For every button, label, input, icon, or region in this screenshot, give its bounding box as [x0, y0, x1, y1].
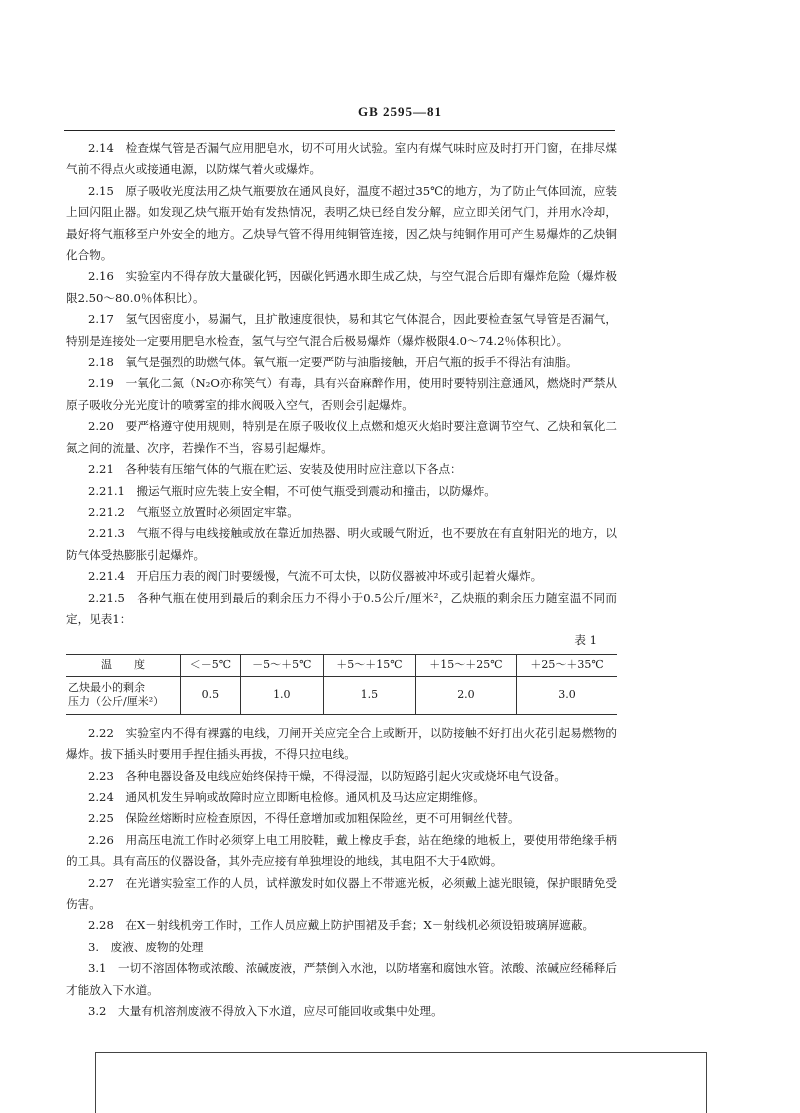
table-header-cell: －5～＋5℃ — [240, 654, 323, 676]
header-rule — [64, 130, 615, 131]
paragraph-2-25: 2.25 保险丝熔断时应检查原因，不得任意增加或加粗保险丝，更不可用铜丝代替。 — [88, 811, 520, 826]
page-header: GB 2595—81 — [357, 104, 443, 119]
row-label-line-2: 压力（公斤/厘米²） — [68, 695, 165, 709]
paragraph-2-20: 2.20 要严格遵守使用规则，特别是在原子吸收仪上点燃和熄灭火焰时要注意调节空气、乙炔和氧化二氮之间的流量、次序，若操作不当，容易引起爆炸。 — [66, 419, 617, 455]
table-row-label — [66, 676, 181, 714]
paragraph-2-21-4: 2.21.4 开启压力表的阀门时要缓慢，气流不可太快，以防仪器被冲坏或引起着火爆炸。 — [88, 569, 543, 584]
paragraph-2-21: 2.21 各种装有压缩气体的气瓶在贮运、安装及使用时应注意以下各点： — [88, 462, 462, 477]
table-header-row — [66, 654, 617, 676]
table-cell: 1.0 — [240, 676, 323, 714]
table-caption: 表 1 — [574, 633, 597, 648]
paragraph-2-21-1: 2.21.1 搬运气瓶时应先装上安全帽，不可使气瓶受到震动和撞击，以防爆炸。 — [88, 483, 496, 498]
paragraph-2-15: 2.15 原子吸收光度法用乙炔气瓶要放在通风良好，温度不超过35℃的地方，为了防止气体回流，应装上回闪阻止器。如发现乙炔气瓶开始有发热情况，表明乙炔已经自发分解，应立即关闭气门，并用水冷却，最好将气瓶移至户外安全的地方。乙炔导气管不得用纯铜管连接，因乙炔与纯铜作用可产生易爆炸的乙炔铜化合物。 — [66, 183, 617, 263]
table-header-cell: ＋5～＋15℃ — [323, 654, 415, 676]
paragraph-2-21-2: 2.21.2 气瓶竖立放置时必须固定牢靠。 — [88, 504, 299, 519]
document-body — [66, 138, 617, 1022]
table-row — [66, 676, 617, 714]
section-3-heading: 3. 废液、废物的处理 — [88, 939, 204, 954]
footer-frame — [95, 1052, 707, 1113]
table-cell: 0.5 — [181, 676, 241, 714]
table-header-cell: ＋15～＋25℃ — [415, 654, 516, 676]
table-header-cell: ＋25～＋35℃ — [517, 654, 618, 676]
table-cell: 3.0 — [517, 676, 618, 714]
paragraph-2-27: 2.27 在光谱实验室工作的人员，试样激发时如仪器上不带遮光板，必须戴上滤光眼镜，保护眼睛免受伤害。 — [66, 875, 617, 911]
table-cell: 2.0 — [415, 676, 516, 714]
acetylene-pressure-table — [66, 654, 617, 715]
paragraph-2-22: 2.22 实验室内不得有裸露的电线，刀闸开关应完全合上或断开，以防接触不好打出火花引起易燃物的爆炸。拔下插头时要用手捏住插头再拔，不得只拉电线。 — [66, 725, 617, 762]
paragraph-2-21-5: 2.21.5 各种气瓶在使用到最后的剩余压力不得小于0.5公斤/厘米²，乙炔瓶的剩余压力随室温不同而定，见表1： — [66, 590, 617, 626]
paragraph-2-19: 2.19 一氧化二氮（N₂O亦称笑气）有毒，具有兴奋麻醉作用，使用时要特别注意通风，燃烧时严禁从原子吸收分光光度计的喷雾室的排水阀吸入空气，否则会引起爆炸。 — [66, 376, 617, 412]
paragraph-3-1: 3.1 一切不溶固体物或浓酸、浓碱废液，严禁倒入水池，以防堵塞和腐蚀水管。浓酸、浓碱应经稀释后才能放入下水道。 — [66, 961, 617, 997]
paragraph-2-16: 2.16 实验室内不得存放大量碳化钙，因碳化钙遇水即生成乙炔，与空气混合后即有爆炸危险（爆炸极限2.50～80.0％体积比）。 — [66, 269, 617, 305]
table-cell: 1.5 — [323, 676, 415, 714]
paragraph-2-17: 2.17 氢气因密度小，易漏气，且扩散速度很快，易和其它气体混合，因此要检查氢气导管是否漏气，特别是连接处一定要用肥皂水检查，氢气与空气混合后极易爆炸（爆炸极限4.0～74.2％体积比）。 — [66, 312, 617, 348]
paragraph-2-21-3: 2.21.3 气瓶不得与电线接触或放在靠近加热器、明火或暖气附近，也不要放在有直射阳光的地方，以防气体受热膨胀引起爆炸。 — [66, 526, 617, 562]
table-header-cell: ＜－5℃ — [181, 654, 241, 676]
table-header-cell: 温 度 — [66, 654, 181, 676]
row-label-line-1: 乙炔最小的剩余 — [68, 681, 145, 695]
table-caption-line — [66, 630, 617, 651]
paragraph-2-14: 2.14 检查煤气管是否漏气应用肥皂水，切不可用火试验。室内有煤气味时应及时打开门窗，在排尽煤气前不得点火或接通电源，以防煤气着火或爆炸。 — [66, 141, 617, 177]
paragraph-3-2: 3.2 大量有机溶剂废液不得放入下水道，应尽可能回收或集中处理。 — [88, 1004, 443, 1019]
paragraph-2-26: 2.26 用高压电流工作时必须穿上电工用胶鞋，戴上橡皮手套，站在绝缘的地板上，要使用带绝缘手柄的工具。具有高压的仪器设备，其外壳应接有单独埋设的地线，其电阻不大于4欧姆。 — [66, 832, 617, 869]
paragraph-2-28: 2.28 在X－射线机旁工作时，工作人员应戴上防护围裙及手套；X－射线机必须设铅玻璃屏遮蔽。 — [88, 918, 595, 933]
paragraph-2-18: 2.18 氧气是强烈的助燃气体。氧气瓶一定要严防与油脂接触，开启气瓶的扳手不得沾有油脂。 — [88, 355, 578, 370]
paragraph-2-24: 2.24 通风机发生异响或故障时应立即断电检修。通风机及马达应定期维修。 — [88, 789, 485, 804]
paragraph-2-23: 2.23 各种电器设备及电线应始终保持干燥，不得浸湿，以防短路引起火灾或烧坏电气设备。 — [88, 768, 566, 783]
